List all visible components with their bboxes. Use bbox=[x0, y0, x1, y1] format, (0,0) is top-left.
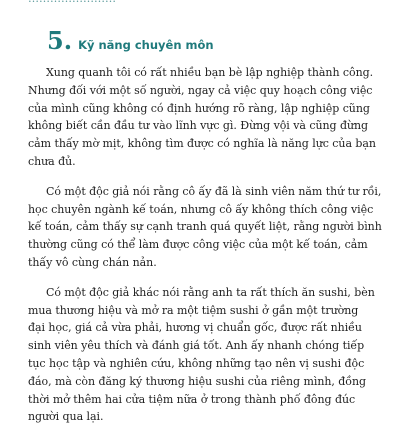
section-number: 5. bbox=[47, 26, 73, 55]
text-line: không biết cần đầu tư vào lĩnh vực gì. Đừng vội và cũng đừng bbox=[28, 119, 369, 133]
text-line: Có một độc giả khác nói rằng anh ta rất thích ăn sushi, bèn bbox=[46, 285, 375, 299]
body-text bbox=[28, 64, 382, 438]
text-line: mua thương hiệu và mở ra một tiệm sushi ở gần một trường bbox=[28, 303, 359, 317]
paragraph-1 bbox=[28, 64, 374, 171]
paragraph-2 bbox=[28, 183, 382, 272]
text-line: thấy vô cùng chán nản. bbox=[28, 255, 157, 269]
text-line: Có một độc giả nói rằng cô ấy đã là sinh viên năm thứ tư rồi, bbox=[46, 184, 382, 198]
text-line: đại học, giá cả vừa phải, hương vị chuẩn gốc, được rất nhiều bbox=[28, 321, 362, 335]
cut-off-text-top bbox=[28, 0, 228, 4]
text-line: của mình cũng không có định hướng rõ ràng, lập nghiệp cũng bbox=[28, 101, 370, 115]
text-line: tục học tập và nghiên cứu, không những tạo nên vị sushi độc bbox=[28, 356, 365, 370]
section-title: Kỹ năng chuyên môn bbox=[78, 38, 214, 52]
text-line: sinh viên yêu thích và đánh giá tốt. Anh ấy nhanh chóng tiếp bbox=[28, 339, 365, 353]
text-line: người qua lại. bbox=[28, 410, 104, 424]
text-line: đáo, mà còn đăng ký thương hiệu sushi của riêng mình, đồng bbox=[28, 374, 366, 388]
text-line: thời mở thêm hai cửa tiệm nữa ở trong thành phố đông đúc bbox=[28, 392, 356, 406]
paragraph-3 bbox=[28, 284, 374, 426]
text-line: cảm thấy mờ mịt, không tìm được có nghĩa là năng lực của bạn bbox=[28, 137, 376, 151]
text-line: học chuyên ngành kế toán, nhưng cô ấy không thích công việc bbox=[28, 202, 374, 216]
text-line: Nhưng đối với một số người, ngay cả việc quy hoạch công việc bbox=[28, 83, 373, 97]
text-line: Xung quanh tôi có rất nhiều bạn bè lập nghiệp thành công. bbox=[46, 66, 374, 79]
text-line: kế toán, cảm thấy sự cạnh tranh quá quyết liệt, rằng người bình bbox=[28, 220, 382, 234]
section-heading bbox=[47, 26, 214, 55]
text-line: chưa đủ. bbox=[28, 154, 76, 168]
text-line: thường cũng có thể làm được công việc của một kế toán, cảm bbox=[28, 238, 368, 252]
